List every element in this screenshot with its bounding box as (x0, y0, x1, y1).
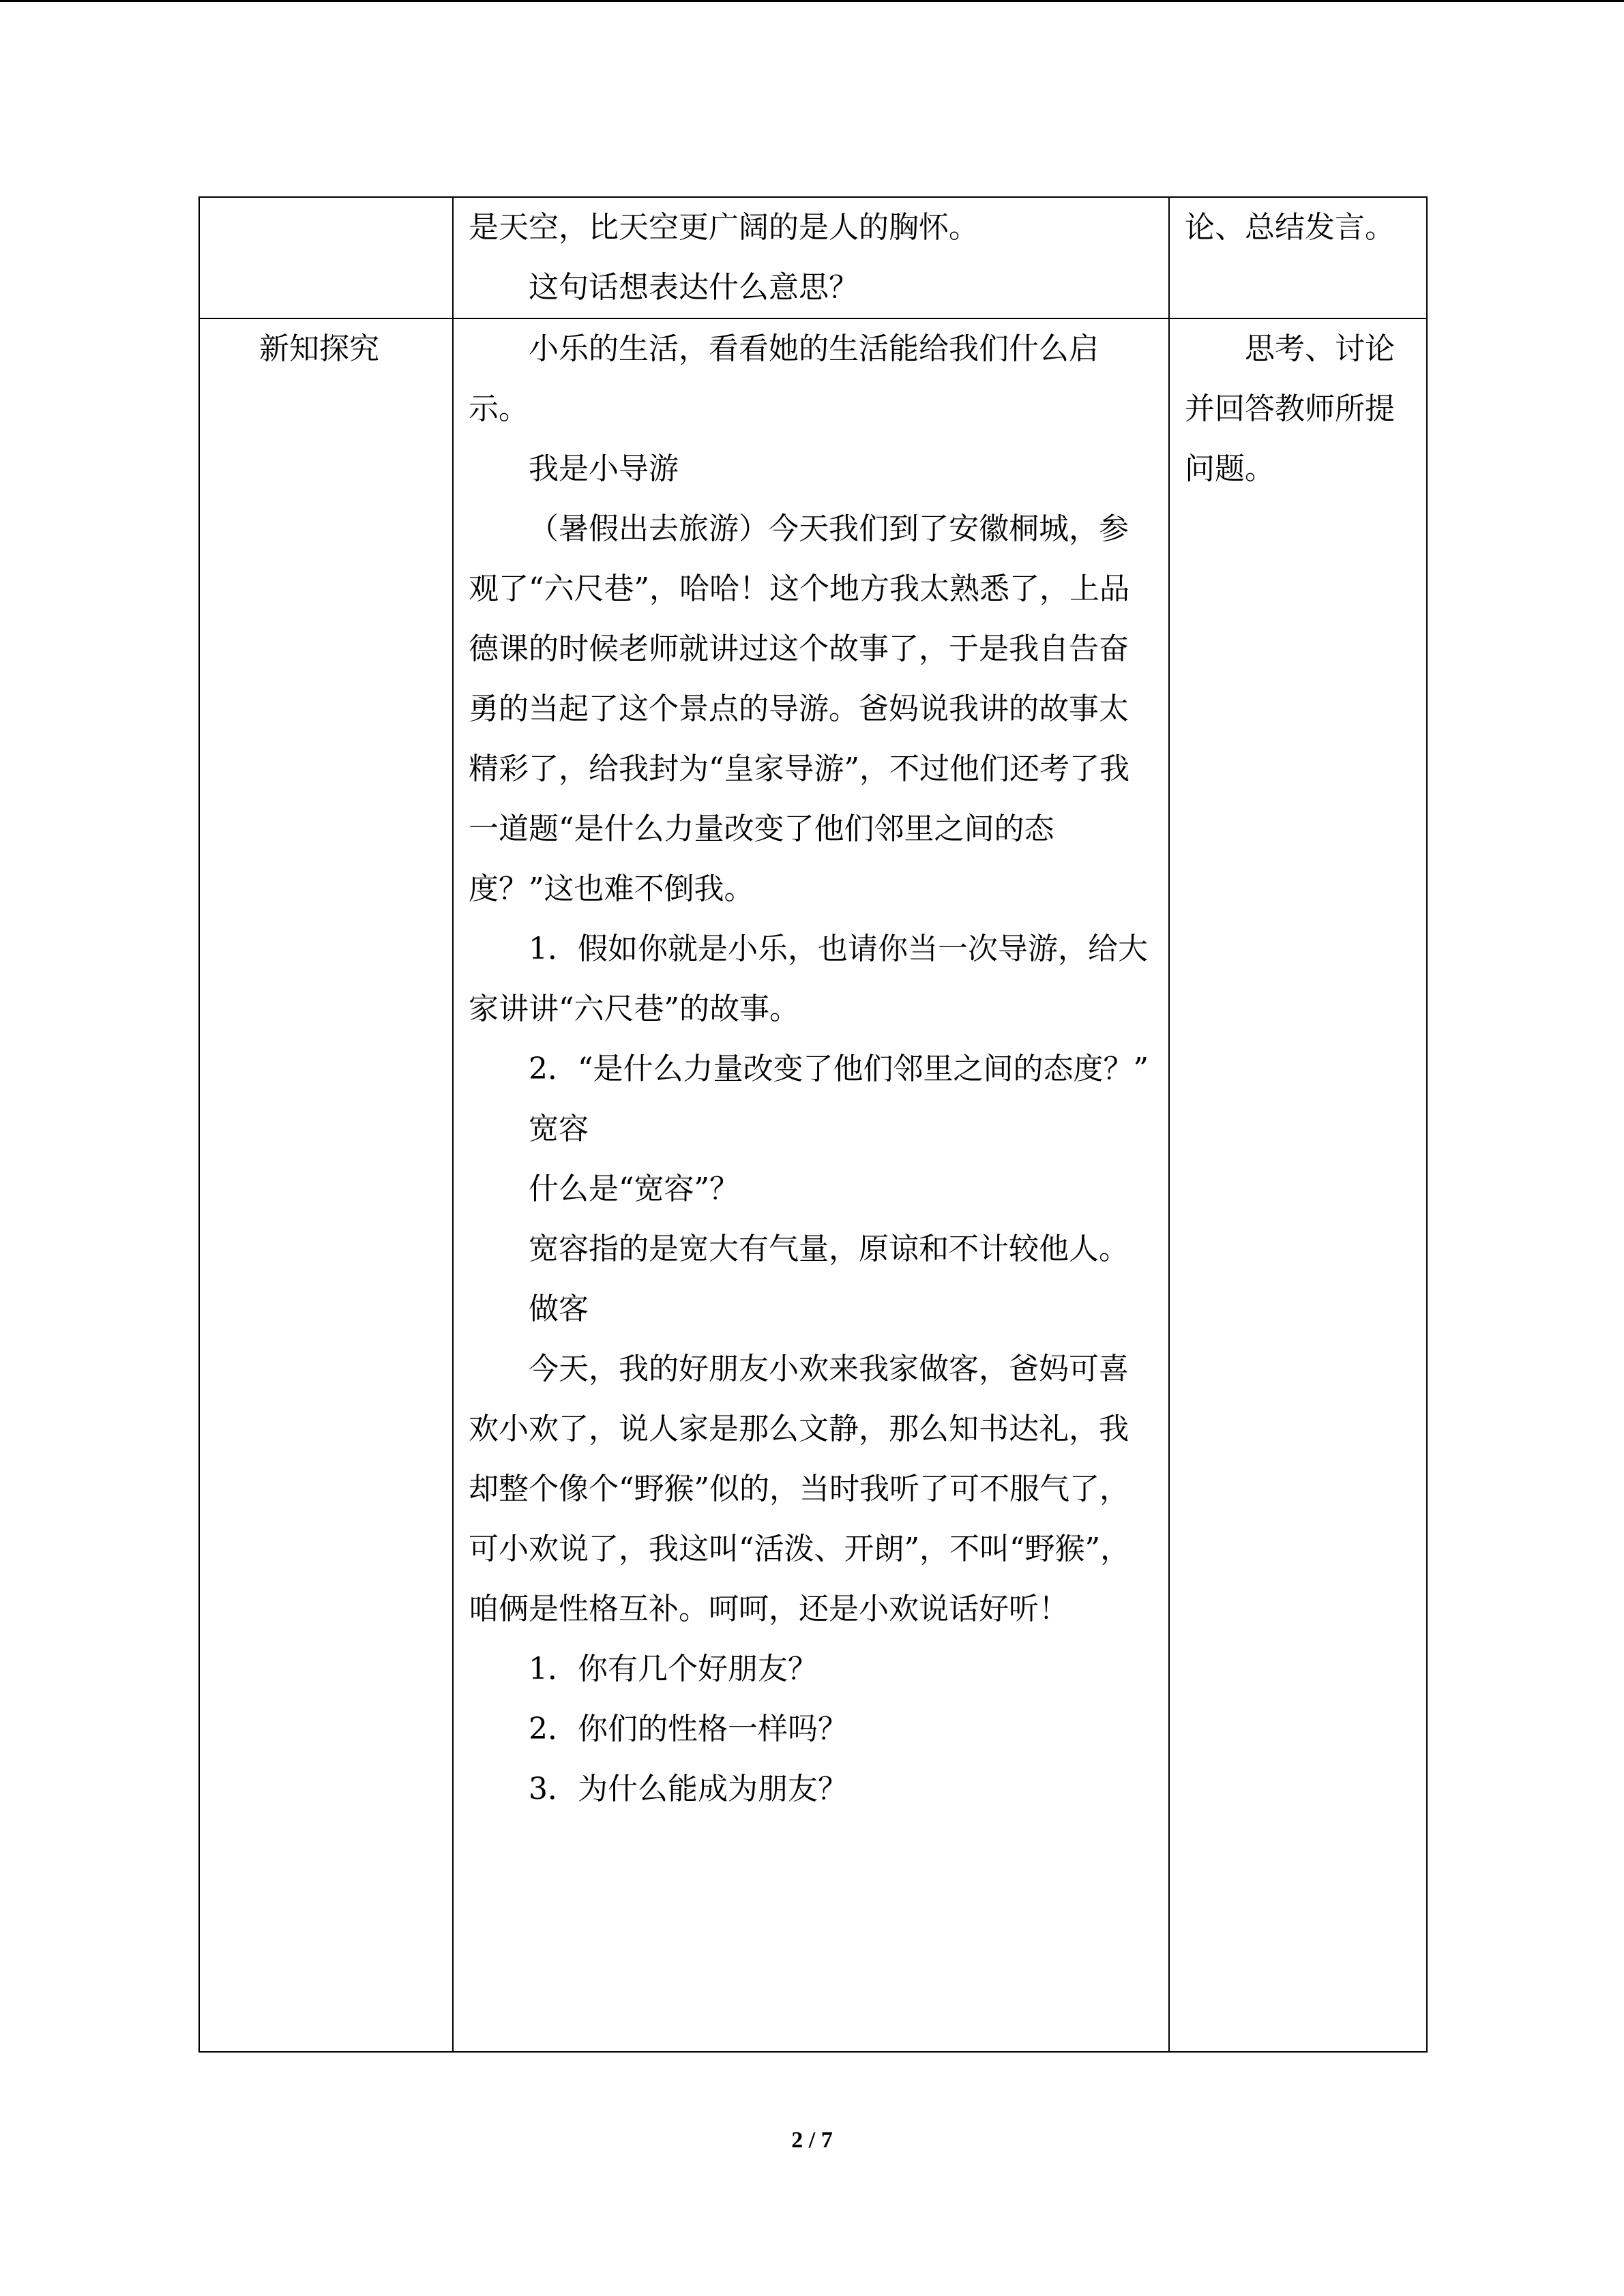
section-heading: 宽容 (529, 1112, 589, 1146)
paragraph: 论、总结发言。 (1185, 210, 1395, 245)
stage-cell: 新知探究 (199, 318, 453, 2052)
teacher-activity-cell (453, 197, 1169, 318)
page-number: 2 / 7 (791, 2128, 833, 2153)
paragraph: 宽容指的是宽大有气量，原谅和不计较他人。 (529, 1232, 1129, 1266)
section-heading: 我是小导游 (529, 451, 679, 486)
table-row (199, 318, 1427, 2052)
student-activity-cell (1169, 318, 1427, 2052)
question: 2．“是什么力量改变了他们邻里之间的态度？” (529, 1052, 1149, 1086)
paragraph: 什么是“宽容”？ (529, 1172, 739, 1206)
paragraph: 思考、讨论并回答教师所提问题。 (1185, 331, 1395, 486)
section-heading: 做客 (529, 1292, 589, 1326)
teacher-activity-cell (453, 318, 1169, 2052)
paragraph: 这句话想表达什么意思？ (529, 270, 859, 305)
paragraph: 今天，我的好朋友小欢来我家做客，爸妈可喜欢小欢了，说人家是那么文静，那么知书达礼，我却整个像个“野猴”似的，当时我听了可不服气了，可小欢说了，我这叫“活泼、开朗”，不叫“野猴”，咱俩是性格互补。呵呵，还是小欢说话好听！ (469, 1352, 1130, 1626)
table-row (199, 197, 1427, 318)
stage-cell (199, 197, 453, 318)
question: 2．你们的性格一样吗？ (529, 1712, 848, 1746)
question: 3．为什么能成为朋友？ (529, 1772, 848, 1806)
question: 1．假如你就是小乐，也请你当一次导游，给大家讲讲“六尺巷”的故事。 (469, 931, 1148, 1026)
top-border-line (0, 0, 1624, 2)
paragraph: 小乐的生活，看看她的生活能给我们什么启示。 (469, 331, 1099, 426)
paragraph: 是天空，比天空更广阔的是人的胸怀。 (469, 210, 979, 245)
paragraph: （暑假出去旅游）今天我们到了安徽桐城，参观了“六尺巷”，哈哈！这个地方我太熟悉了，上品德课的时候老师就讲过这个故事了，于是我自告奋勇的当起了这个景点的导游。爸妈说我讲的故事太精彩了，给我封为“皇家导游”，不过他们还考了我一道题“是什么力量改变了他们邻里之间的态度？”这也难不倒我。 (469, 511, 1130, 906)
lesson-plan-table (198, 196, 1428, 2053)
student-activity-cell (1169, 197, 1427, 318)
question: 1．你有几个好朋友？ (529, 1652, 818, 1686)
